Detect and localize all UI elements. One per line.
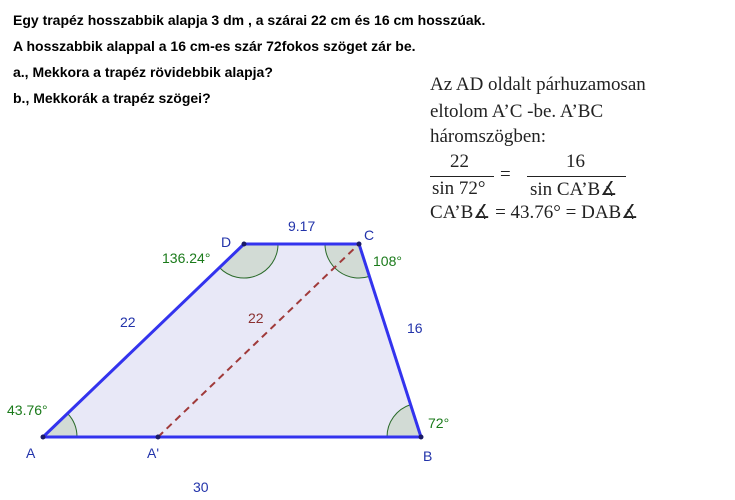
- label-point-c: C: [364, 227, 375, 243]
- point-d: [242, 242, 247, 247]
- solution-text-5: CA’B∡ = 43.76° = DAB∡: [430, 202, 639, 223]
- problem-line-1: Egy trapéz hosszabbik alapja 3 dm , a szárai 22 cm és 16 cm hosszúak.: [13, 12, 486, 28]
- fraction-1-denominator: sin 72°: [432, 178, 486, 199]
- label-point-b: B: [423, 448, 433, 464]
- label-point-a: A: [26, 445, 36, 461]
- problem-question-b: b., Mekkorák a trapéz szögei?: [13, 90, 211, 106]
- problem-line-2: A hosszabbik alappal a 16 cm-es szár 72fokos szöget zár be.: [13, 38, 416, 54]
- fraction-equals: =: [500, 164, 511, 185]
- fraction-1-numerator: 22: [450, 151, 469, 172]
- fraction-2-numerator: 16: [566, 151, 585, 172]
- label-angle-a: 43.76°: [7, 402, 48, 418]
- point-c: [357, 242, 362, 247]
- problem-question-a: a., Mekkora a trapéz rövidebbik alapja?: [13, 64, 273, 80]
- label-side-dc: 9.17: [288, 218, 316, 234]
- label-side-ab: 30: [193, 479, 209, 495]
- solution-text-3: háromszögben:: [430, 126, 547, 147]
- point-a-prime: [156, 435, 161, 440]
- label-point-d: D: [221, 234, 232, 250]
- label-side-ad: 22: [120, 314, 136, 330]
- solution-text-2: eltolom A’C -be. A’BC: [430, 101, 604, 122]
- point-a: [41, 435, 46, 440]
- point-b: [419, 435, 424, 440]
- label-point-a-prime: A': [147, 445, 160, 461]
- label-angle-b: 72°: [428, 415, 450, 431]
- solution-text-1: Az AD oldalt párhuzamosan: [430, 74, 646, 95]
- label-angle-c: 108°: [373, 253, 402, 269]
- label-side-a-prime-c: 22: [248, 310, 264, 326]
- label-angle-d: 136.24°: [162, 250, 211, 266]
- fraction-2-denominator: sin CA’B∡: [530, 179, 618, 200]
- label-side-bc: 16: [407, 320, 423, 336]
